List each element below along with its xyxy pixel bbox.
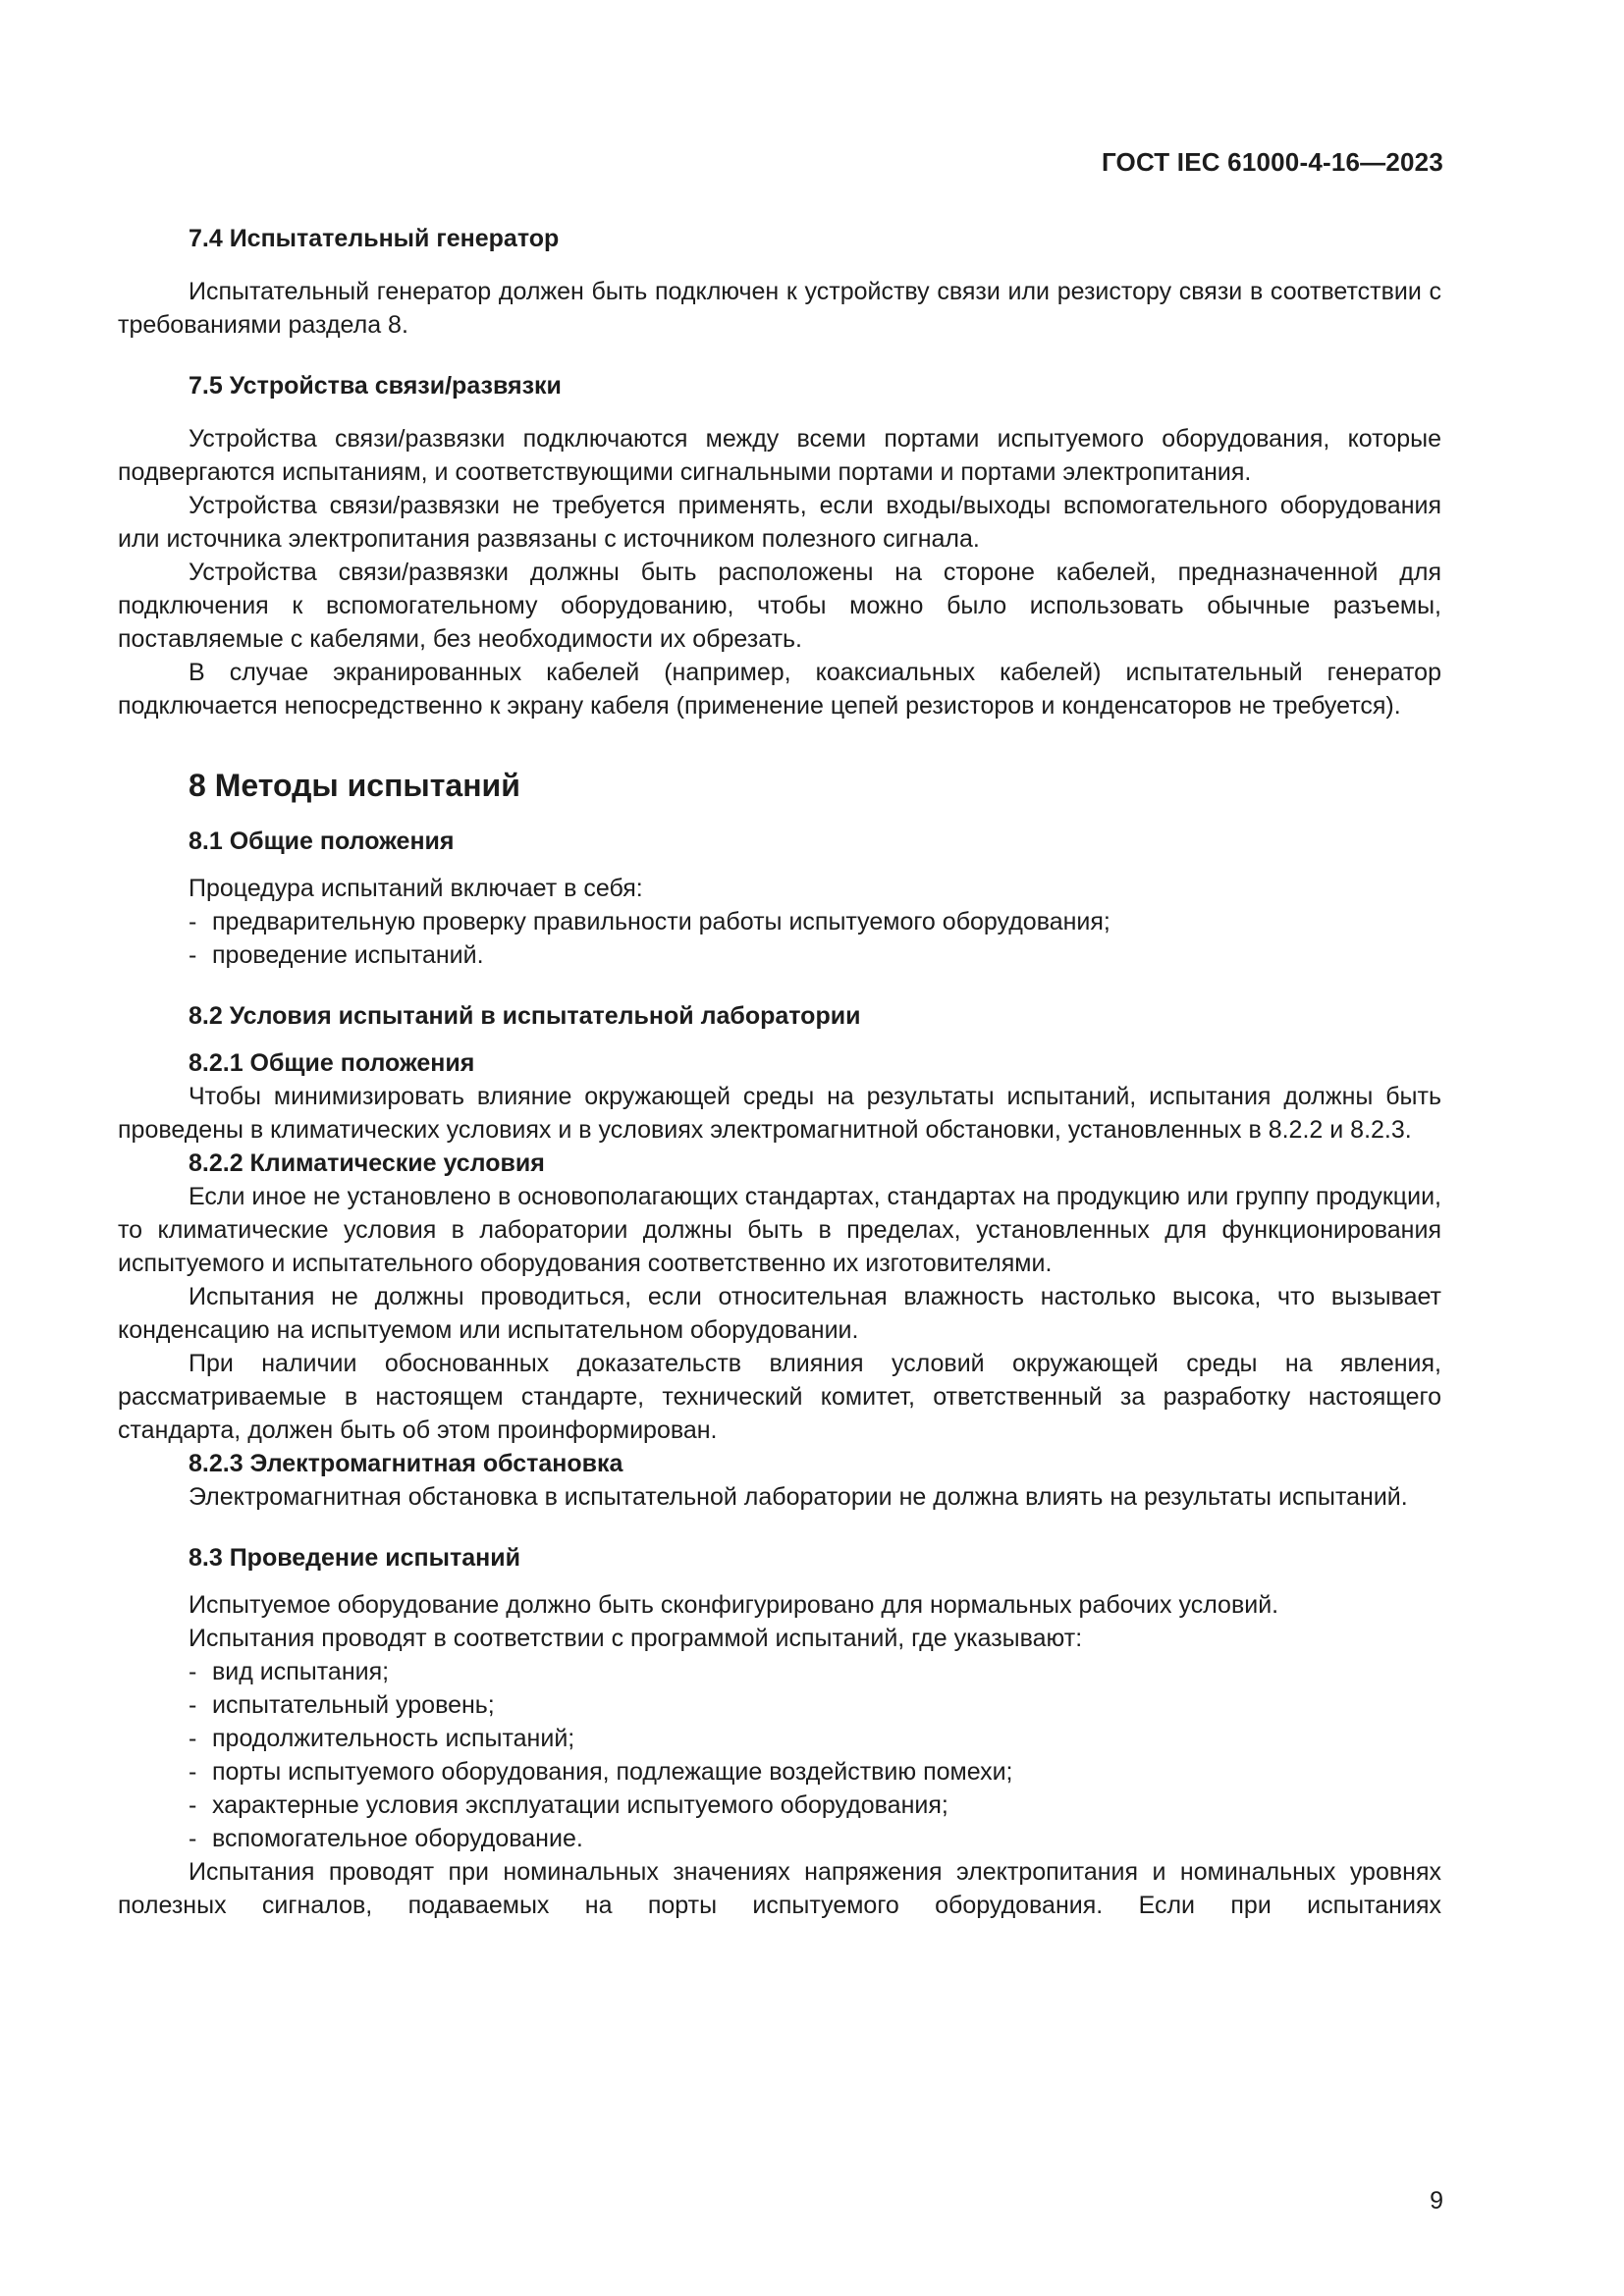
paragraph: При наличии обоснованных доказательств влияния условий окружающей среды на явления, рассматриваемые в настоящем стандарте, технический комитет, ответственный за разработку настоящего стандарта, должен быть об этом проинформирован. xyxy=(118,1350,1441,1444)
section-8-2-3-heading: 8.2.3 Электромагнитная обстановка xyxy=(189,1450,623,1477)
paragraph: Испытуемое оборудование должно быть сконфигурировано для нормальных рабочих условий. xyxy=(189,1591,1279,1619)
document-code: ГОСТ IEC 61000-4-16—2023 xyxy=(1101,147,1443,177)
section-8-1-heading: 8.1 Общие положения xyxy=(189,828,455,855)
list-item: - порты испытуемого оборудования, подлежащие воздействию помехи; xyxy=(189,1758,1013,1786)
list-item: - испытательный уровень; xyxy=(189,1691,495,1719)
list-item: - предварительную проверку правильности работы испытуемого оборудования; xyxy=(189,908,1110,935)
list-item: - характерные условия эксплуатации испытуемого оборудования; xyxy=(189,1791,948,1819)
paragraph: Испытания проводят при номинальных значениях напряжения электропитания и номинальных уровнях полезных сигналов, подаваемых на порты испытуемого оборудования. Если при испытаниях xyxy=(118,1858,1441,1919)
list-item: - проведение испытаний. xyxy=(189,941,484,969)
list-item: - продолжительность испытаний; xyxy=(189,1725,575,1752)
section-8-2-heading: 8.2 Условия испытаний в испытательной лаборатории xyxy=(189,1002,861,1030)
section-8-3-heading: 8.3 Проведение испытаний xyxy=(189,1544,520,1572)
page-content xyxy=(118,222,1441,1922)
paragraph: Испытания не должны проводиться, если относительная влажность настолько высока, что вызывает конденсацию на испытуемом или испытательном оборудовании. xyxy=(118,1283,1441,1344)
paragraph: Устройства связи/развязки должны быть расположены на стороне кабелей, предназначенной для подключения к вспомогательному оборудованию, чтобы можно было использовать обычные разъемы, поставляемые с кабелями, без необходимости их обрезать. xyxy=(118,559,1441,653)
section-8-heading: 8 Методы испытаний xyxy=(189,768,520,803)
page-number: 9 xyxy=(1430,2187,1443,2215)
paragraph: Испытания проводят в соответствии с программой испытаний, где указывают: xyxy=(189,1625,1083,1652)
paragraph: Устройства связи/развязки подключаются между всеми портами испытуемого оборудования, которые подвергаются испытаниям, и соответствующими сигнальными портами и портами электропитания. xyxy=(118,425,1441,486)
paragraph: Процедура испытаний включает в себя: xyxy=(189,875,643,902)
section-7-5-heading: 7.5 Устройства связи/развязки xyxy=(189,372,562,400)
section-7-4-heading: 7.4 Испытательный генератор xyxy=(189,225,560,252)
section-8-2-2-heading: 8.2.2 Климатические условия xyxy=(189,1149,545,1177)
section-8-2-1-heading: 8.2.1 Общие положения xyxy=(189,1049,475,1077)
paragraph: Если иное не установлено в основополагающих стандартах, стандартах на продукцию или группу продукции, то климатические условия в лаборатории должны быть в пределах, установленных для функционирования испытуемого и испытательного оборудования соответственно их изготовителями. xyxy=(118,1183,1441,1277)
paragraph: Чтобы минимизировать влияние окружающей среды на результаты испытаний, испытания должны быть проведены в климатических условиях и в условиях электромагнитной обстановки, установленных в 8.2.2 и 8.2.3. xyxy=(118,1083,1441,1144)
paragraph: Испытательный генератор должен быть подключен к устройству связи или резистору связи в соответствии с требованиями раздела 8. xyxy=(118,278,1441,339)
list-item: - вид испытания; xyxy=(189,1658,390,1685)
list-item: - вспомогательное оборудование. xyxy=(189,1825,583,1852)
paragraph: Устройства связи/развязки не требуется применять, если входы/выходы вспомогательного оборудования или источника электропитания развязаны с источником полезного сигнала. xyxy=(118,492,1441,553)
paragraph: Электромагнитная обстановка в испытательной лаборатории не должна влиять на результаты испытаний. xyxy=(189,1483,1408,1511)
procedure-list xyxy=(118,905,1441,972)
paragraph: В случае экранированных кабелей (например, коаксиальных кабелей) испытательный генератор подключается непосредственно к экрану кабеля (применение цепей резисторов и конденсаторов не требуется). xyxy=(118,659,1441,720)
test-program-list xyxy=(118,1655,1441,1855)
